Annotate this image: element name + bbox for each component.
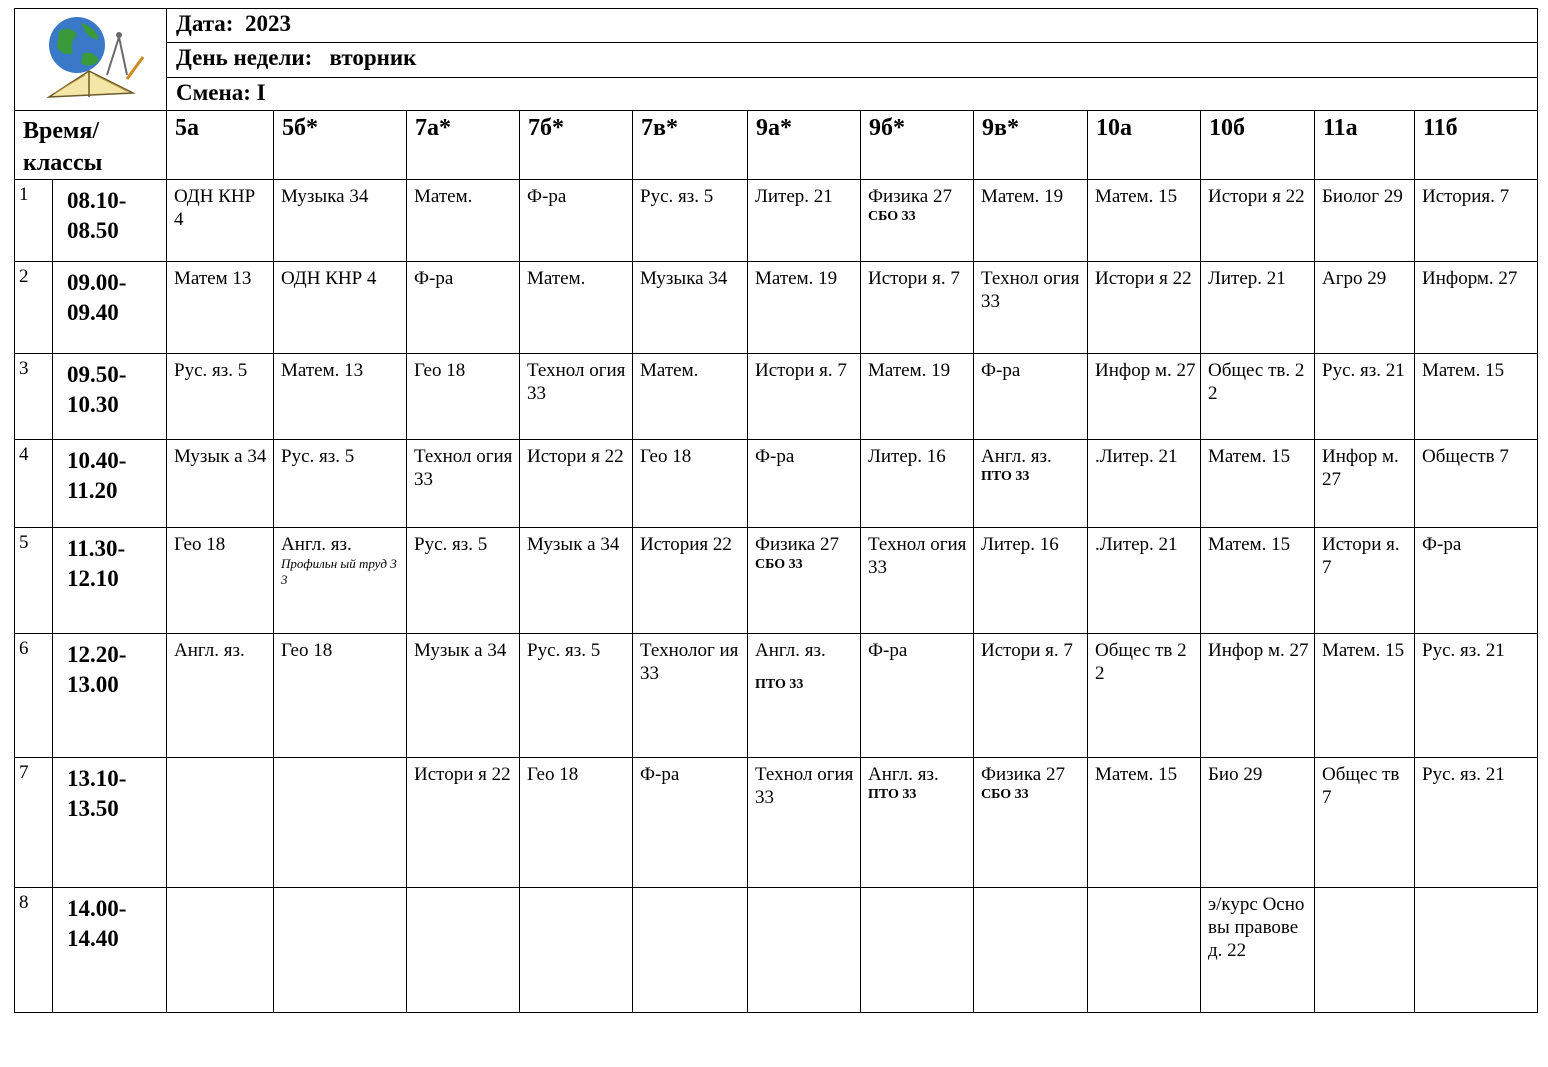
subject-label: Англ. яз. — [174, 640, 245, 661]
class-header: 10б — [1201, 111, 1315, 180]
lesson-cell — [1088, 262, 1201, 354]
class-header: 11б — [1415, 111, 1538, 180]
table-row — [15, 888, 1538, 1013]
subject-label: Физика 27 — [981, 764, 1065, 785]
lesson-number: 6 — [15, 634, 53, 758]
table-row — [15, 528, 1538, 634]
table-row — [15, 262, 1538, 354]
subject-label: Обществ 7 — [1422, 446, 1509, 467]
lesson-cell — [520, 262, 633, 354]
lesson-cell — [167, 528, 274, 634]
lesson-cell — [861, 440, 974, 528]
lesson-number: 1 — [15, 180, 53, 262]
lesson-cell — [974, 758, 1088, 888]
lesson-cell — [1201, 528, 1315, 634]
class-header: 7а* — [407, 111, 520, 180]
subject-label: Матем. — [414, 186, 473, 207]
class-header: 5б* — [274, 111, 407, 180]
lesson-cell — [1088, 528, 1201, 634]
subject-label: Общес тв 22 — [1095, 640, 1187, 684]
subject-label: Литер. 21 — [755, 186, 833, 207]
subject-label: Англ. яз. — [755, 640, 826, 661]
lesson-cell — [1415, 180, 1538, 262]
lesson-time: 12.20- 13.00 — [53, 634, 167, 758]
lesson-cell — [407, 888, 520, 1013]
lesson-cell — [1201, 888, 1315, 1013]
lesson-cell — [861, 528, 974, 634]
lesson-cell — [520, 180, 633, 262]
subject-label: .Литер. 21 — [1095, 534, 1178, 555]
lesson-cell — [748, 262, 861, 354]
subject-label: Рус. яз. 5 — [414, 534, 488, 555]
subject-label: Матем. 15 — [1095, 764, 1178, 785]
subject-label: Истори я 22 — [414, 764, 511, 785]
class-header: 9б* — [861, 111, 974, 180]
lesson-cell — [520, 758, 633, 888]
lesson-cell — [167, 440, 274, 528]
subject-label: Матем. — [640, 360, 699, 381]
lesson-cell — [748, 888, 861, 1013]
subject-label: Музыка 34 — [640, 268, 728, 289]
subject-label: Рус. яз. 5 — [527, 640, 601, 661]
logo-cell — [15, 9, 167, 111]
lesson-cell — [407, 180, 520, 262]
subject-label: Англ. яз. — [981, 446, 1052, 467]
lesson-time: 10.40- 11.20 — [53, 440, 167, 528]
subject-label: Инфор м. 27 — [1208, 640, 1309, 661]
subject-label: Гео 18 — [174, 534, 226, 555]
lesson-cell — [1415, 758, 1538, 888]
lesson-cell — [1315, 634, 1415, 758]
sub-lesson-label: СБО 33 — [868, 209, 916, 224]
subject-label: Рус. яз. 5 — [640, 186, 714, 207]
subject-label: Матем. 15 — [1095, 186, 1178, 207]
subject-label: Ф-ра — [527, 186, 567, 207]
lesson-cell — [1315, 888, 1415, 1013]
lesson-cell — [520, 528, 633, 634]
subject-label: Истори я. 7 — [1322, 534, 1400, 578]
lesson-cell — [861, 262, 974, 354]
subject-label: Музыка 34 — [281, 186, 369, 207]
subject-label: э/курс Основы правове д. 22 — [1208, 894, 1305, 961]
subject-label: Ф-ра — [414, 268, 454, 289]
subject-label: Физика 27 — [755, 534, 839, 555]
subject-label: Матем. 19 — [755, 268, 838, 289]
subject-label: Матем. 15 — [1422, 360, 1505, 381]
lesson-cell — [1088, 758, 1201, 888]
sub-lesson-label: Профильн ый труд 33 — [281, 556, 397, 587]
lesson-cell — [633, 440, 748, 528]
lesson-cell — [974, 262, 1088, 354]
lesson-cell — [167, 354, 274, 440]
subject-label: Литер. 16 — [981, 534, 1059, 555]
subject-label: ОДН КНР 4 — [281, 268, 377, 289]
lesson-cell — [407, 262, 520, 354]
lesson-cell — [633, 634, 748, 758]
lesson-cell — [274, 354, 407, 440]
table-row — [15, 440, 1538, 528]
lesson-cell — [1415, 440, 1538, 528]
lesson-cell — [167, 758, 274, 888]
lesson-cell — [974, 354, 1088, 440]
table-row — [15, 180, 1538, 262]
subject-label: Ф-ра — [868, 640, 908, 661]
lesson-cell — [1088, 634, 1201, 758]
subject-label: .Литер. 21 — [1095, 446, 1178, 467]
subject-label: Гео 18 — [527, 764, 579, 785]
subject-label: Технол огия 33 — [414, 446, 513, 490]
subject-label: Истори я 22 — [1095, 268, 1192, 289]
table-row — [15, 758, 1538, 888]
lesson-cell — [861, 354, 974, 440]
lesson-cell — [748, 354, 861, 440]
lesson-number: 8 — [15, 888, 53, 1013]
subject-label: Рус. яз. 21 — [1422, 764, 1505, 785]
subject-label: Технол огия 33 — [527, 360, 626, 404]
subject-label: Технол огия 33 — [981, 268, 1080, 312]
lesson-cell — [167, 262, 274, 354]
lesson-number: 2 — [15, 262, 53, 354]
subject-label: Литер. 21 — [1208, 268, 1286, 289]
subject-label: История 22 — [640, 534, 732, 555]
lesson-cell — [274, 262, 407, 354]
lesson-cell — [274, 758, 407, 888]
subject-label: Информ. 27 — [1422, 268, 1518, 289]
subject-label: Истори я. 7 — [755, 360, 847, 381]
lesson-cell — [1201, 758, 1315, 888]
lesson-cell — [748, 440, 861, 528]
subject-label: ОДН КНР 4 — [174, 186, 256, 230]
lesson-cell — [748, 180, 861, 262]
sub-lesson-label: ПТО 33 — [755, 677, 804, 692]
subject-label: Ф-ра — [981, 360, 1021, 381]
subject-label: Музык а 34 — [527, 534, 620, 555]
subject-label: Матем. 15 — [1208, 534, 1291, 555]
subject-label: Технолог ия 33 — [640, 640, 739, 684]
subject-label: Рус. яз. 21 — [1422, 640, 1505, 661]
lesson-cell — [167, 888, 274, 1013]
lesson-cell — [1315, 528, 1415, 634]
subject-label: Ф-ра — [1422, 534, 1462, 555]
subject-label: Инфор м. 27 — [1095, 360, 1196, 381]
shift-row — [167, 77, 1538, 110]
subject-label: Рус. яз. 5 — [281, 446, 355, 467]
lesson-cell — [861, 180, 974, 262]
globe-book-compass-icon — [15, 9, 167, 105]
lesson-cell — [633, 262, 748, 354]
lesson-cell — [1201, 634, 1315, 758]
table-row — [15, 354, 1538, 440]
lesson-cell — [748, 758, 861, 888]
lesson-cell — [407, 528, 520, 634]
lesson-number: 4 — [15, 440, 53, 528]
subject-label: Литер. 16 — [868, 446, 946, 467]
sub-lesson-label: СБО 33 — [755, 557, 803, 572]
lesson-cell — [974, 440, 1088, 528]
lesson-cell — [1415, 888, 1538, 1013]
lesson-cell — [1088, 354, 1201, 440]
subject-label: Гео 18 — [281, 640, 333, 661]
subject-label: Матем. 15 — [1322, 640, 1405, 661]
subject-label: Био 29 — [1208, 764, 1263, 785]
subject-label: Музык а 34 — [174, 446, 267, 467]
subject-label: Истори я 22 — [527, 446, 624, 467]
class-header: 9а* — [748, 111, 861, 180]
subject-label: Агро 29 — [1322, 268, 1387, 289]
lesson-time: 09.00- 09.40 — [53, 262, 167, 354]
lesson-cell — [407, 440, 520, 528]
subject-label: Физика 27 — [868, 186, 952, 207]
lesson-time: 11.30- 12.10 — [53, 528, 167, 634]
date-label: Дата: 2023 — [176, 11, 291, 36]
lesson-cell — [274, 528, 407, 634]
sub-lesson-label: ПТО 33 — [868, 787, 917, 802]
lesson-cell — [1415, 634, 1538, 758]
class-header: 11а — [1315, 111, 1415, 180]
subject-label: Общес тв. 22 — [1208, 360, 1305, 404]
lesson-cell — [274, 634, 407, 758]
lesson-cell — [274, 888, 407, 1013]
subject-label: Истори я. 7 — [868, 268, 960, 289]
lesson-cell — [1201, 354, 1315, 440]
lesson-number: 3 — [15, 354, 53, 440]
lesson-cell — [274, 440, 407, 528]
sub-lesson-label: ПТО 33 — [981, 469, 1030, 484]
lesson-cell — [633, 888, 748, 1013]
lesson-cell — [633, 758, 748, 888]
subject-label: Истори я. 7 — [981, 640, 1073, 661]
lesson-cell — [1088, 440, 1201, 528]
lesson-cell — [748, 528, 861, 634]
corner-header: Время/ классы — [15, 111, 167, 180]
lesson-cell — [520, 634, 633, 758]
subject-label: Технол огия 33 — [755, 764, 854, 808]
lesson-cell — [520, 440, 633, 528]
lesson-cell — [974, 180, 1088, 262]
lesson-cell — [1415, 528, 1538, 634]
lesson-cell — [520, 888, 633, 1013]
lesson-cell — [1315, 440, 1415, 528]
subject-label: Истори я 22 — [1208, 186, 1305, 207]
subject-label: Ф-ра — [640, 764, 680, 785]
class-header: 10а — [1088, 111, 1201, 180]
lesson-cell — [974, 634, 1088, 758]
subject-label: Матем 13 — [174, 268, 252, 289]
schedule-table — [14, 8, 1538, 1013]
lesson-cell — [1201, 440, 1315, 528]
lesson-cell — [274, 180, 407, 262]
class-header: 5а — [167, 111, 274, 180]
lesson-time: 09.50- 10.30 — [53, 354, 167, 440]
subject-label: Гео 18 — [414, 360, 466, 381]
lesson-cell — [1201, 262, 1315, 354]
lesson-cell — [861, 634, 974, 758]
lesson-cell — [633, 528, 748, 634]
lesson-cell — [1315, 262, 1415, 354]
subject-label: История. 7 — [1422, 186, 1510, 207]
lesson-number: 5 — [15, 528, 53, 634]
subject-label: Рус. яз. 5 — [174, 360, 248, 381]
lesson-cell — [1315, 354, 1415, 440]
subject-label: Инфор м. 27 — [1322, 446, 1399, 490]
table-row — [15, 634, 1538, 758]
class-header: 9в* — [974, 111, 1088, 180]
subject-label: Матем. 19 — [868, 360, 951, 381]
lesson-number: 7 — [15, 758, 53, 888]
subject-label: Музык а 34 — [414, 640, 507, 661]
lesson-cell — [633, 354, 748, 440]
lesson-cell — [1315, 180, 1415, 262]
subject-label: Матем. 19 — [981, 186, 1064, 207]
lesson-cell — [861, 758, 974, 888]
lesson-cell — [167, 634, 274, 758]
lesson-cell — [407, 758, 520, 888]
lesson-cell — [1415, 262, 1538, 354]
subject-label: Матем. 15 — [1208, 446, 1291, 467]
subject-label: Общес тв 7 — [1322, 764, 1400, 808]
lesson-cell — [1088, 888, 1201, 1013]
subject-label: Англ. яз. — [281, 534, 352, 555]
lesson-time: 13.10- 13.50 — [53, 758, 167, 888]
subject-label: Англ. яз. — [868, 764, 939, 785]
subject-label: Гео 18 — [640, 446, 692, 467]
lesson-time: 14.00- 14.40 — [53, 888, 167, 1013]
subject-label: Матем. 13 — [281, 360, 364, 381]
date-row — [167, 9, 1538, 43]
shift-label: Смена: I — [176, 79, 266, 105]
lesson-cell — [1201, 180, 1315, 262]
class-header: 7б* — [520, 111, 633, 180]
lesson-cell — [407, 634, 520, 758]
subject-label: Технол огия 33 — [868, 534, 967, 578]
lesson-cell — [1415, 354, 1538, 440]
lesson-cell — [633, 180, 748, 262]
lesson-time: 08.10- 08.50 — [53, 180, 167, 262]
lesson-cell — [1315, 758, 1415, 888]
lesson-cell — [974, 528, 1088, 634]
subject-label: Рус. яз. 21 — [1322, 360, 1405, 381]
lesson-cell — [407, 354, 520, 440]
subject-label: Биолог 29 — [1322, 186, 1403, 207]
subject-label: Ф-ра — [755, 446, 795, 467]
subject-label: Матем. — [527, 268, 586, 289]
weekday-row — [167, 43, 1538, 77]
lesson-cell — [748, 634, 861, 758]
sub-lesson-label: СБО 33 — [981, 787, 1029, 802]
lesson-cell — [974, 888, 1088, 1013]
lesson-cell — [167, 180, 274, 262]
class-header: 7в* — [633, 111, 748, 180]
weekday-label: День недели: вторник — [176, 45, 417, 71]
lesson-cell — [861, 888, 974, 1013]
lesson-cell — [1088, 180, 1201, 262]
lesson-cell — [520, 354, 633, 440]
